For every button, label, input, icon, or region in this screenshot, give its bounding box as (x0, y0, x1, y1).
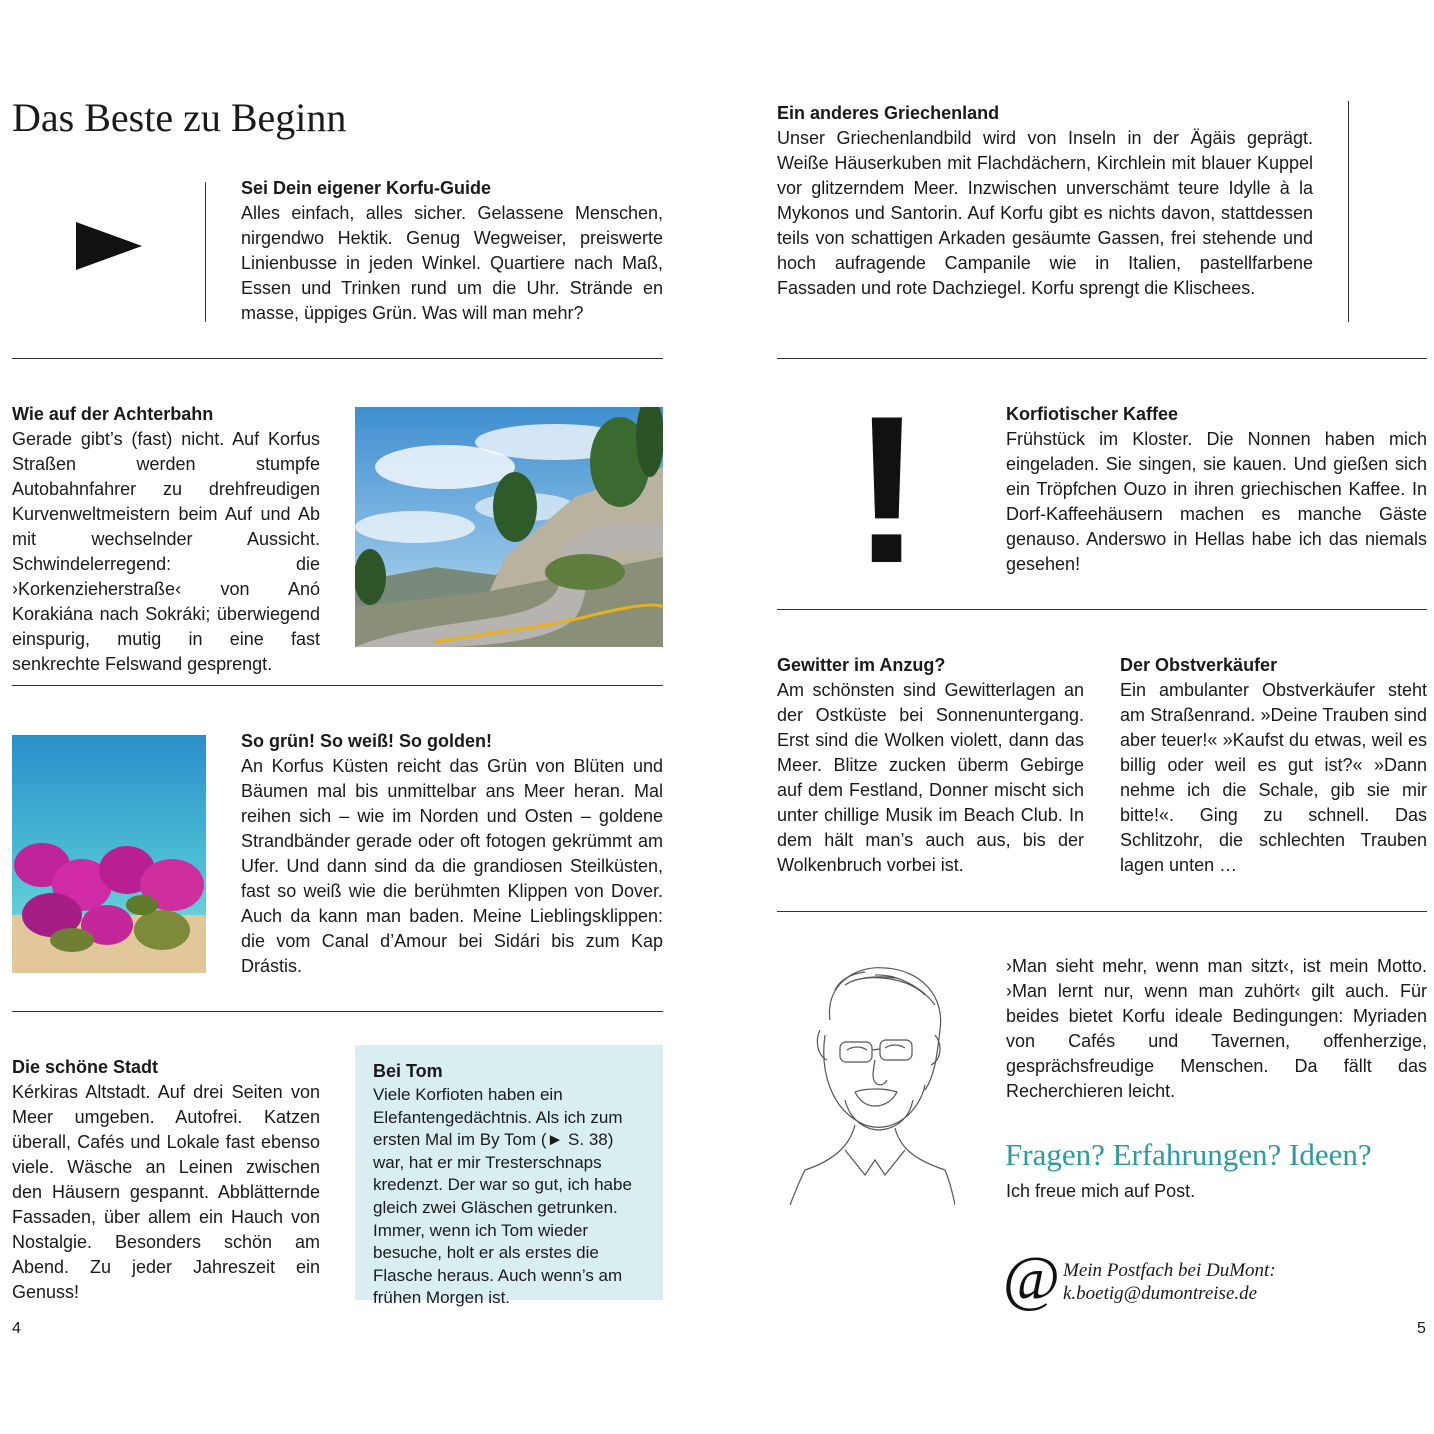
horizontal-rule (777, 911, 1427, 912)
section-stadt (12, 1055, 320, 1305)
section-heading: Der Obstverkäufer (1120, 655, 1278, 675)
section-heading: Sei Dein eigener Korfu-Guide (241, 178, 492, 198)
section-text: An Korfus Küsten reicht das Grün von Blüten und Bäumen mal bis unmittelbar ans Meer heran. Mal reihen sich – wie im Norden und Osten – goldene Strandbänder gerade oder oft fotogen gekrümmt am Ufer. Und dann sind da die grandiosen Steilküsten, fast so weiß wie die berühmten Klippen von Dover. Auch da kann man baden. Meine Lieblingsklippen: die vom Canal d’Amour bei Sidári bis zum Kap Drástis. (241, 756, 663, 976)
horizontal-rule (12, 1011, 663, 1012)
flowers-photo (12, 735, 206, 973)
section-heading: Korfiotischer Kaffee (1006, 404, 1179, 424)
play-triangle-icon (76, 222, 144, 272)
page-number-left: 4 (12, 1320, 21, 1337)
section-obst (1120, 653, 1427, 878)
section-text: Kérkiras Altstadt. Auf drei Seiten von Meer umgeben. Autofrei. Katzen überall, Cafés und Lokale fast ebenso viele. Wäsche an Leinen zwischen den Häusern gespannt. Abblätternde Fassaden, über allem ein Hauch von Nostalgie. Besonders schön am Abend. Zu jeder Jahreszeit ein Genuss! (12, 1082, 320, 1302)
horizontal-rule (12, 358, 663, 359)
section-korfu-guide (241, 176, 663, 326)
cta-text: Ich freue mich auf Post. (1006, 1181, 1196, 1201)
section-gewitter (777, 653, 1084, 878)
exclamation-icon: ! (852, 372, 922, 607)
cta-heading: Fragen? Erfahrungen? Ideen? (1005, 1137, 1372, 1172)
mail-label: Mein Postfach bei DuMont: (1063, 1260, 1276, 1281)
section-achterbahn (12, 402, 320, 677)
horizontal-rule (12, 685, 663, 686)
section-text: Am schönsten sind Gewitterlagen an der Ostküste bei Sonnenuntergang. Erst sind die Wolken violett, dann das Meer. Blitze zucken überm Gebirge auf dem Festland, Donner mischt sich unter chillige Musik im Beach Club. In dem hält man’s auch aus, bis der Wolkenbruch vorbei ist. (777, 680, 1084, 875)
section-heading: Die schöne Stadt (12, 1057, 159, 1077)
author-text: ›Man sieht mehr, wenn man sitzt‹, ist mein Motto. ›Man lernt nur, wenn man zuhört‹ gilt auch. Für beides bietet Korfu ideale Bedingungen: Myriaden von Cafés und Tavernen, offenherzige, gesprächsfreudige Menschen. Da fällt das Recherchieren leicht. (1006, 956, 1427, 1101)
section-text: Frühstück im Kloster. Die Nonnen haben mich eingeladen. Sie singen, sie kauen. Und gießen sich ein Tröpfchen Ouzo in ihren griechischen Kaffee. In Dorf-Kaffeehäusern machen es manche Gäste genauso. Anderswo in Hellas habe ich das niemals gesehen! (1006, 429, 1427, 574)
page-title: Das Beste zu Beginn (12, 95, 347, 140)
section-text: Ein ambulanter Obstverkäufer steht am Straßenrand. »Deine Trauben sind aber teuer!« »Kaufst du etwas, weil es billig oder weil es gut ist?« »Dann nehme ich die Schale, gib sie mir bitte!«. Ging zu schnell. Das Schlitzohr, die schlechten Trauben lagen unten … (1120, 680, 1427, 875)
author-portrait (785, 960, 955, 1205)
section-text: Gerade gibt’s (fast) nicht. Auf Korfus Straßen werden stumpfe Autobahnfahrer zu drehfreudigen Kurvenweltmeistern beim Auf und Ab mit wechselnder Aussicht. Schwindelerregend: die ›Korkenzieherstraße‹ von Anó Korakiána nach Sokráki; überwiegend einspurig, mutig in eine fast senkrechte Felswand gesprengt. (12, 429, 320, 674)
mail-address[interactable]: k.boetig@dumontreise.de (1063, 1283, 1258, 1304)
road-photo (355, 407, 663, 647)
section-heading: So grün! So weiß! So golden! (241, 731, 492, 751)
at-sign-icon: @ (1003, 1245, 1061, 1313)
section-gruen (241, 729, 663, 979)
box-text: Viele Korfioten haben ein Elefantengedächtnis. Als ich zum ersten Mal im By Tom (► S. 38) war, hat er mir Tresterschnaps kredenzt. Der war so gut, ich habe gleich zwei Gläschen getrunken. Immer, wenn ich Tom wieder besuche, holt er als erstes die Flasche heraus. Auch wenn’s am frühen Morgen ist. (373, 1085, 632, 1308)
tip-box (355, 1045, 663, 1308)
divider (1348, 101, 1349, 322)
section-griechenland (777, 101, 1313, 301)
section-heading: Ein anderes Griechenland (777, 103, 1000, 123)
author-intro (1006, 954, 1427, 1104)
box-heading: Bei Tom (373, 1061, 443, 1081)
horizontal-rule (777, 358, 1427, 359)
horizontal-rule (777, 609, 1427, 610)
section-text: Alles einfach, alles sicher. Gelassene Menschen, nirgendwo Hektik. Genug Wegweiser, preiswerte Linienbusse in jeden Winkel. Quartiere nach Maß, Essen und Trinken rund um die Uhr. Strände en masse, üppiges Grün. Was will man mehr? (241, 203, 663, 323)
section-heading: Wie auf der Achterbahn (12, 404, 214, 424)
section-heading: Gewitter im Anzug? (777, 655, 946, 675)
section-text: Unser Griechenlandbild wird von Inseln in der Ägäis geprägt. Weiße Häuserkuben mit Flachdächern, Kirchlein mit blauer Kuppel vor glitzerndem Meer. Inzwischen unverschämt teure Idylle à la Mykonos und Santorin. Auf Korfu gibt es nichts davon, stattdessen teils von schattigen Arkaden gesäumte Gassen, frei stehende und hoch aufragende Campanile wie in Italien, pastellfarbene Fassaden und rote Dachziegel. Korfu sprengt die Klischees. (777, 128, 1313, 298)
divider (205, 182, 206, 322)
page-number-right: 5 (1417, 1320, 1426, 1337)
section-kaffee (1006, 402, 1427, 577)
